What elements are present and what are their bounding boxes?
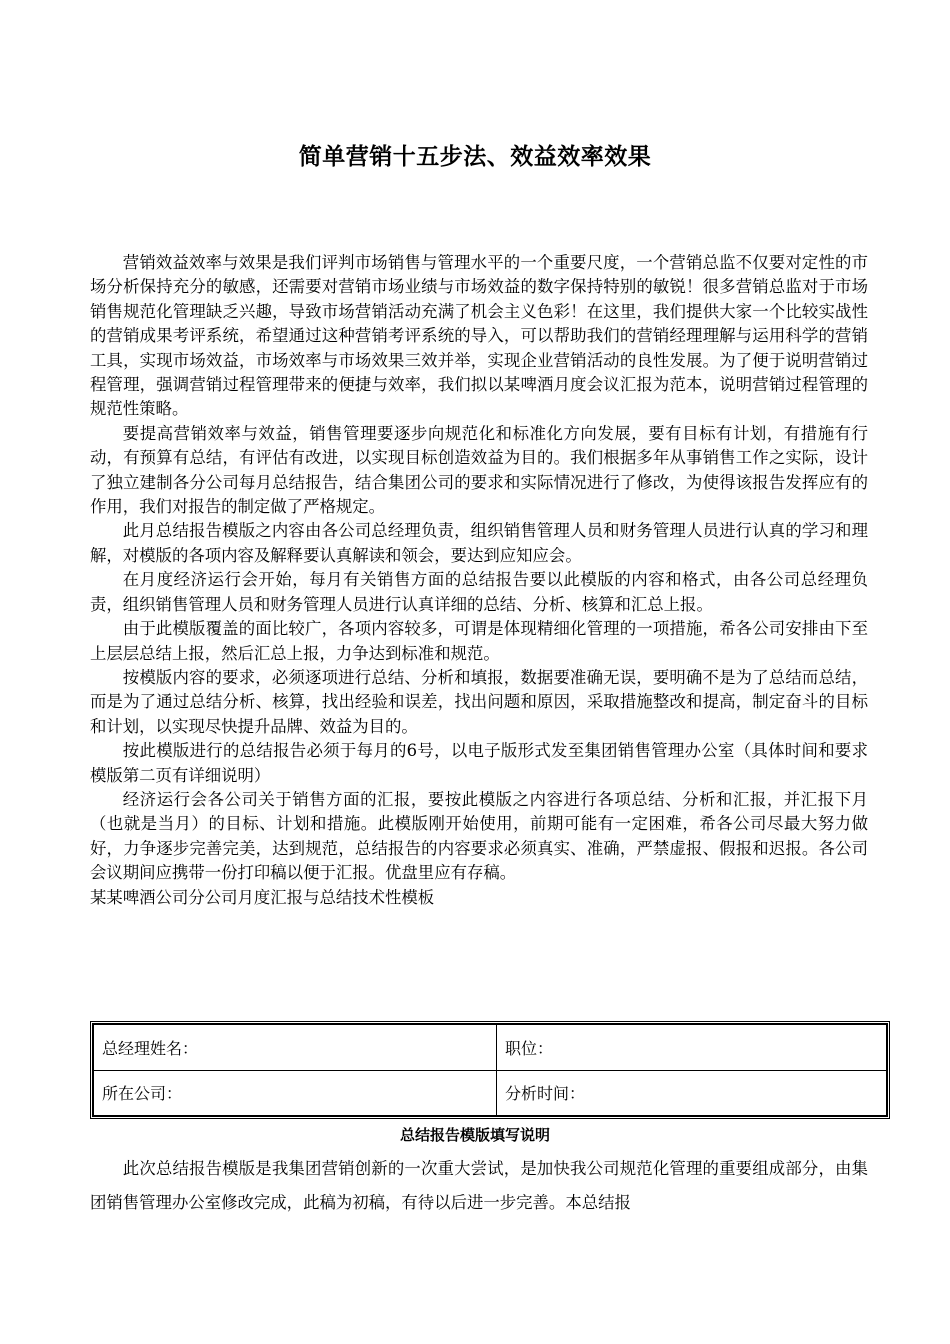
paragraph: 要提高营销效率与效益，销售管理要逐步向规范化和标准化方向发展，要有目标有计划，有措施有行动，有预算有总结，有评估有改进，以实现目标创造效益为目的。我们根据多年从事销售工作之实际，设计了独立建制各分公司每月总结报告，结合集团公司的要求和实际情况进行了修改，为使得该报告发挥应有的作用，我们对报告的制定做了严格规定。 xyxy=(90,423,868,517)
paragraph: 经济运行会各公司关于销售方面的汇报，要按此模版之内容进行各项总结、分析和汇报，并汇报下月（也就是当月）的目标、计划和措施。此模版刚开始使用，前期可能有一定困难，希各公司尽最大努力做好，力争逐步完善完美，达到规范，总结报告的内容要求必须真实、准确，严禁虚报、假报和迟报。各公司会议期间应携带一份打印稿以便于汇报。优盘里应有存稿。 xyxy=(90,789,868,883)
table-row xyxy=(94,1025,887,1071)
company-cell[interactable]: 所在公司： xyxy=(94,1070,497,1116)
paragraph: 按此模版进行的总结报告必须于每月的6号，以电子版形式发至集团销售管理办公室（具体时间和要求模版第二页有详细说明） xyxy=(90,741,868,785)
section-intro xyxy=(90,1152,868,1220)
general-manager-name-cell[interactable]: 总经理姓名： xyxy=(94,1025,497,1071)
paragraph: 由于此模版覆盖的面比较广，各项内容较多，可谓是体现精细化管理的一项措施，希各公司安排由下至上层层总结上报，然后汇总上报，力争达到标准和规范。 xyxy=(90,619,868,663)
paragraph: 按模版内容的要求，必须逐项进行总结、分析和填报，数据要准确无误，要明确不是为了总结而总结，而是为了通过总结分析、核算，找出经验和误差，找出问题和原因，采取措施整改和提高，制定奋斗的目标和计划，以实现尽快提升品牌、效益为目的。 xyxy=(90,667,868,736)
report-header-form xyxy=(90,1021,890,1119)
document-body xyxy=(90,251,868,910)
paragraph: 在月度经济运行会开始，每月有关销售方面的总结报告要以此模版的内容和格式，由各公司总经理负责，组织销售管理人员和财务管理人员进行认真详细的总结、分析、核算和汇总上报。 xyxy=(90,570,868,614)
section-title: 总结报告模版填写说明 xyxy=(399,1126,550,1144)
analysis-time-cell[interactable]: 分析时间： xyxy=(497,1070,887,1116)
paragraph: 此月总结报告模版之内容由各公司总经理负责，组织销售管理人员和财务管理人员进行认真的学习和理解，对模版的各项内容及解释要认真解读和领会，要达到应知应会。 xyxy=(90,521,868,565)
template-name-line: 某某啤酒公司分公司月度汇报与总结技术性模板 xyxy=(90,887,435,907)
paragraph: 营销效益效率与效果是我们评判市场销售与管理水平的一个重要尺度，一个营销总监不仅要对定性的市场分析保持充分的敏感，还需要对营销市场业绩与市场效益的数字保持特别的敏锐！很多营销总监对于市场销售规范化管理缺乏兴趣，导致市场营销活动充满了机会主义色彩！在这里，我们提供大家一个比较实战性的营销成果考评系统，希望通过这种营销考评系统的导入，可以帮助我们的营销经理理解与运用科学的营销工具，实现市场效益，市场效率与市场效果三效并举，实现企业营销活动的良性发展。为了便于说明营销过程管理，强调营销过程管理带来的便捷与效率，我们拟以某啤酒月度会议汇报为范本，说明营销过程管理的规范性策略。 xyxy=(90,253,868,419)
document-title: 简单营销十五步法、效益效率效果 xyxy=(298,144,652,170)
table-row xyxy=(94,1070,887,1116)
paragraph: 此次总结报告模版是我集团营销创新的一次重大尝试，是加快我公司规范化管理的重要组成部分，由集团销售管理办公室修改完成，此稿为初稿，有待以后进一步完善。本总结报 xyxy=(90,1159,868,1212)
form-table xyxy=(93,1024,887,1116)
position-cell[interactable]: 职位： xyxy=(497,1025,887,1071)
